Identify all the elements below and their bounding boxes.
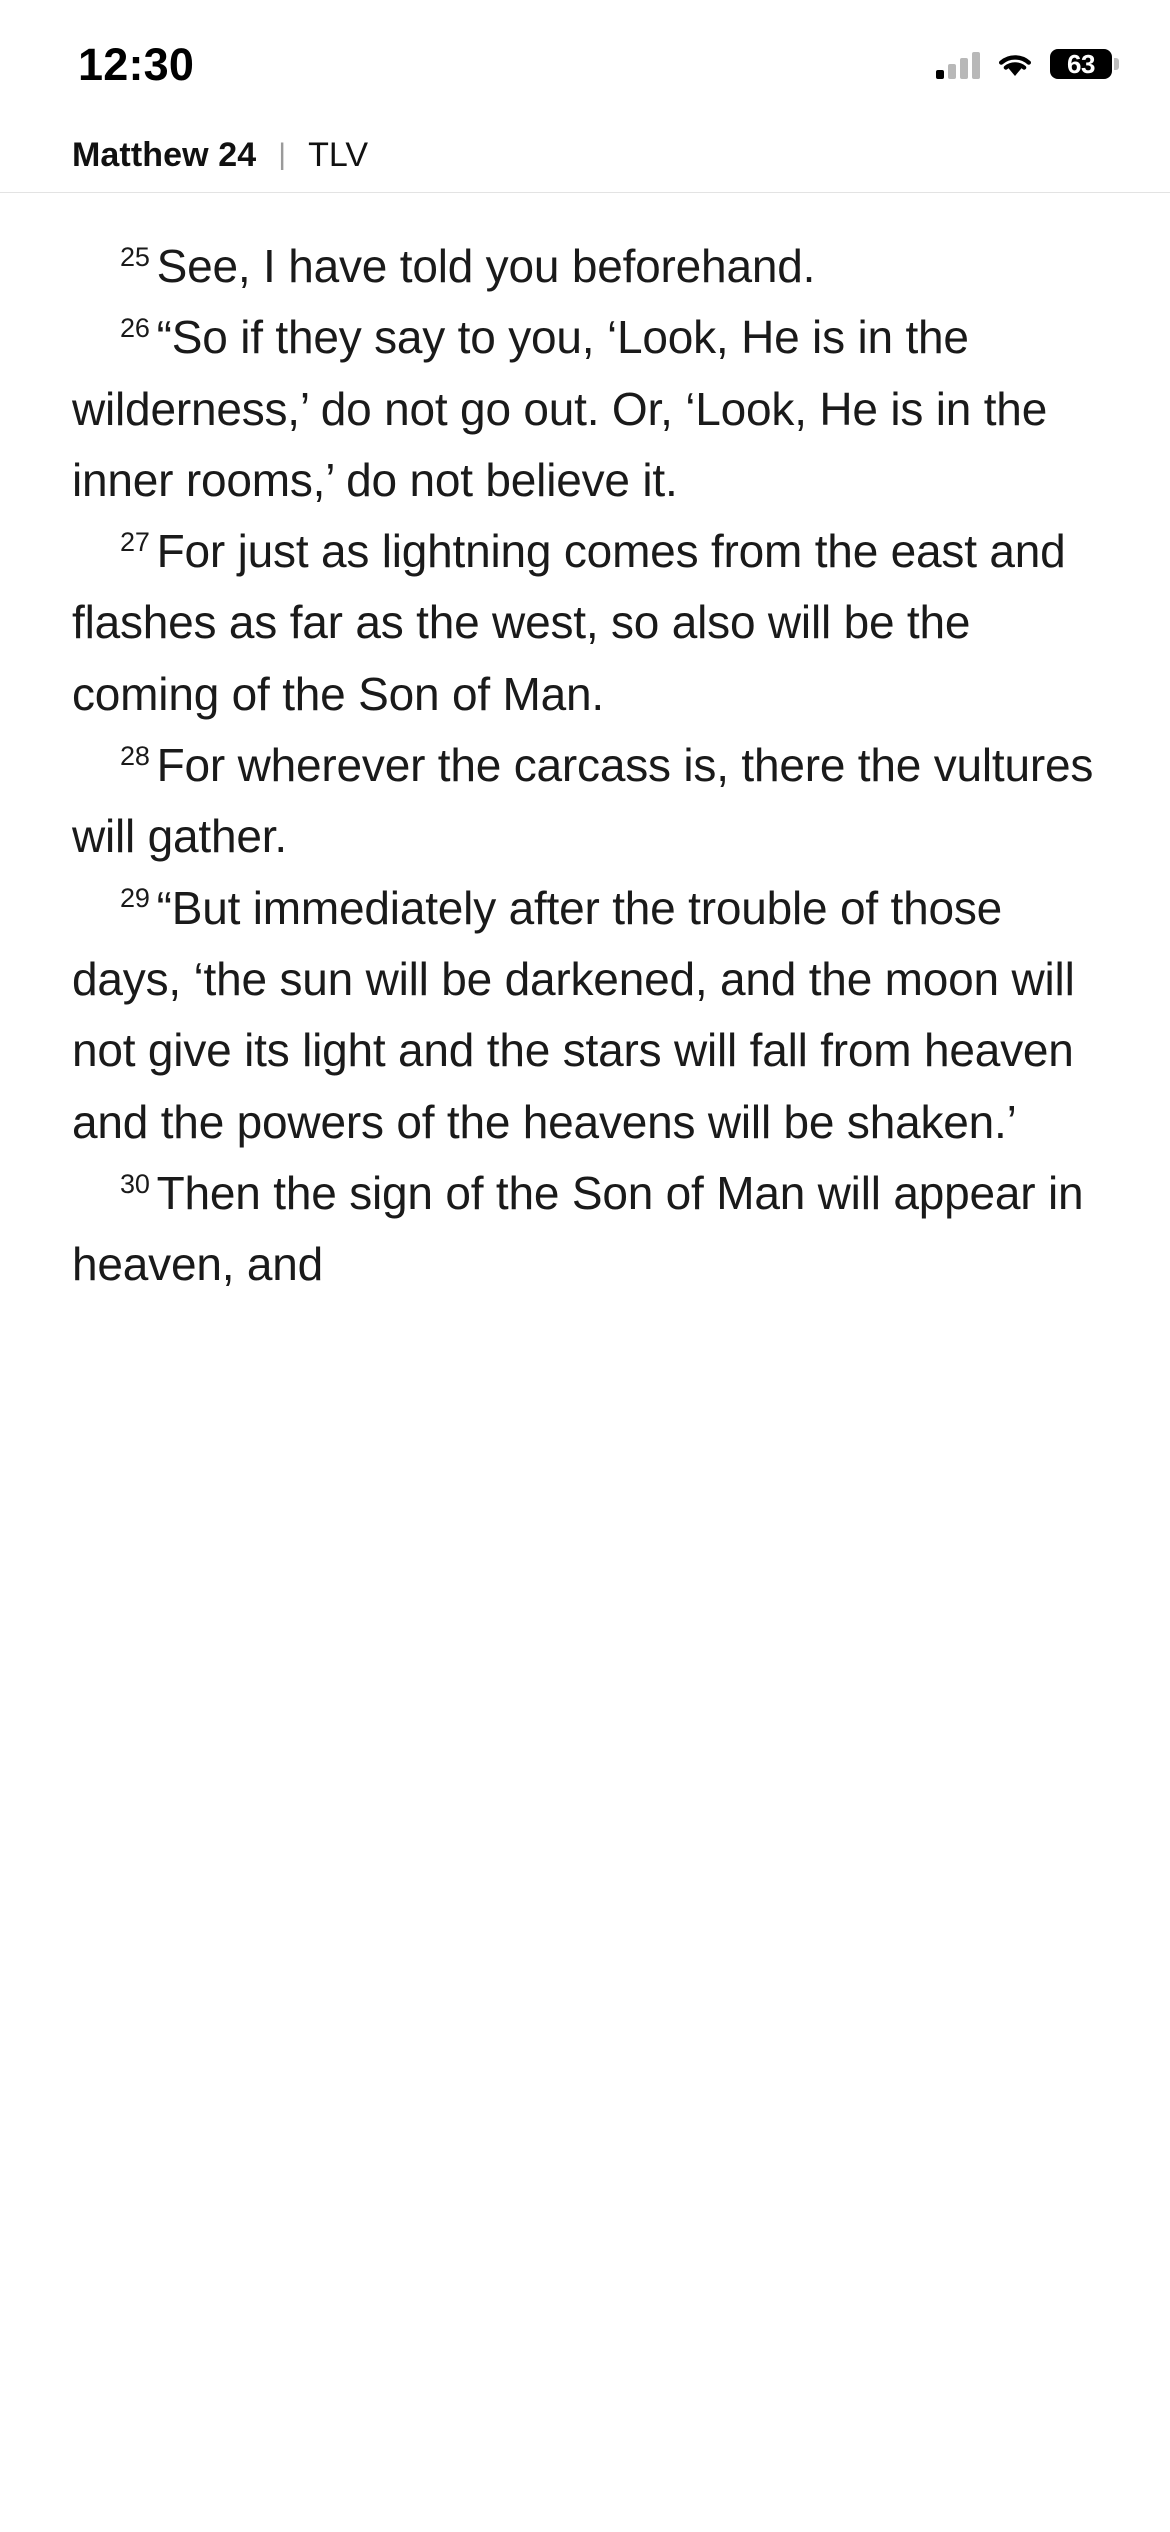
battery-level: 63 (1067, 48, 1095, 79)
scripture-reader[interactable] (0, 193, 1170, 2531)
verse-paragraph (72, 873, 1100, 1158)
verse-text: “So if they say to you, ‘Look, He is in the wilderness,’ do not go out. Or, ‘Look, He is in the inner rooms,’ do not believe it. (72, 311, 1048, 506)
verse-text: See, I have told you beforehand. (156, 240, 816, 292)
verse-number: 25 (120, 241, 150, 272)
verse-number: 29 (120, 883, 150, 914)
status-time: 12:30 (78, 38, 195, 90)
verse-number: 30 (120, 1168, 150, 1199)
bible-version-label[interactable]: TLV (308, 135, 369, 174)
verse-paragraph (72, 1158, 1100, 1301)
battery-icon (1050, 49, 1112, 79)
wifi-icon (995, 49, 1035, 79)
cellular-signal-icon (936, 49, 980, 79)
status-indicators (936, 39, 1112, 79)
status-bar (0, 0, 1170, 118)
verse-number: 26 (120, 312, 150, 343)
verse-number: 27 (120, 526, 150, 557)
verse-paragraph (72, 730, 1100, 873)
verse-text: Then the sign of the Son of Man will appear in heaven, and (72, 1166, 1084, 1291)
verse-number: 28 (120, 740, 150, 771)
verse-paragraph (72, 302, 1100, 516)
verse-paragraph (72, 516, 1100, 730)
verse-text: “But immediately after the trouble of those days, ‘the sun will be darkened, and the moon will not give its light and the stars will fall from heaven and the powers of the heavens will be shaken.’ (72, 881, 1075, 1148)
chapter-header[interactable] (0, 118, 1170, 193)
verse-text: For just as lightning comes from the east and flashes as far as the west, so also will be the coming of the Son of Man. (72, 525, 1066, 720)
verse-text: For wherever the carcass is, there the vultures will gather. (72, 739, 1094, 863)
header-separator: | (278, 138, 287, 171)
verse-paragraph (72, 231, 1100, 302)
book-chapter-label[interactable]: Matthew 24 (72, 135, 257, 174)
